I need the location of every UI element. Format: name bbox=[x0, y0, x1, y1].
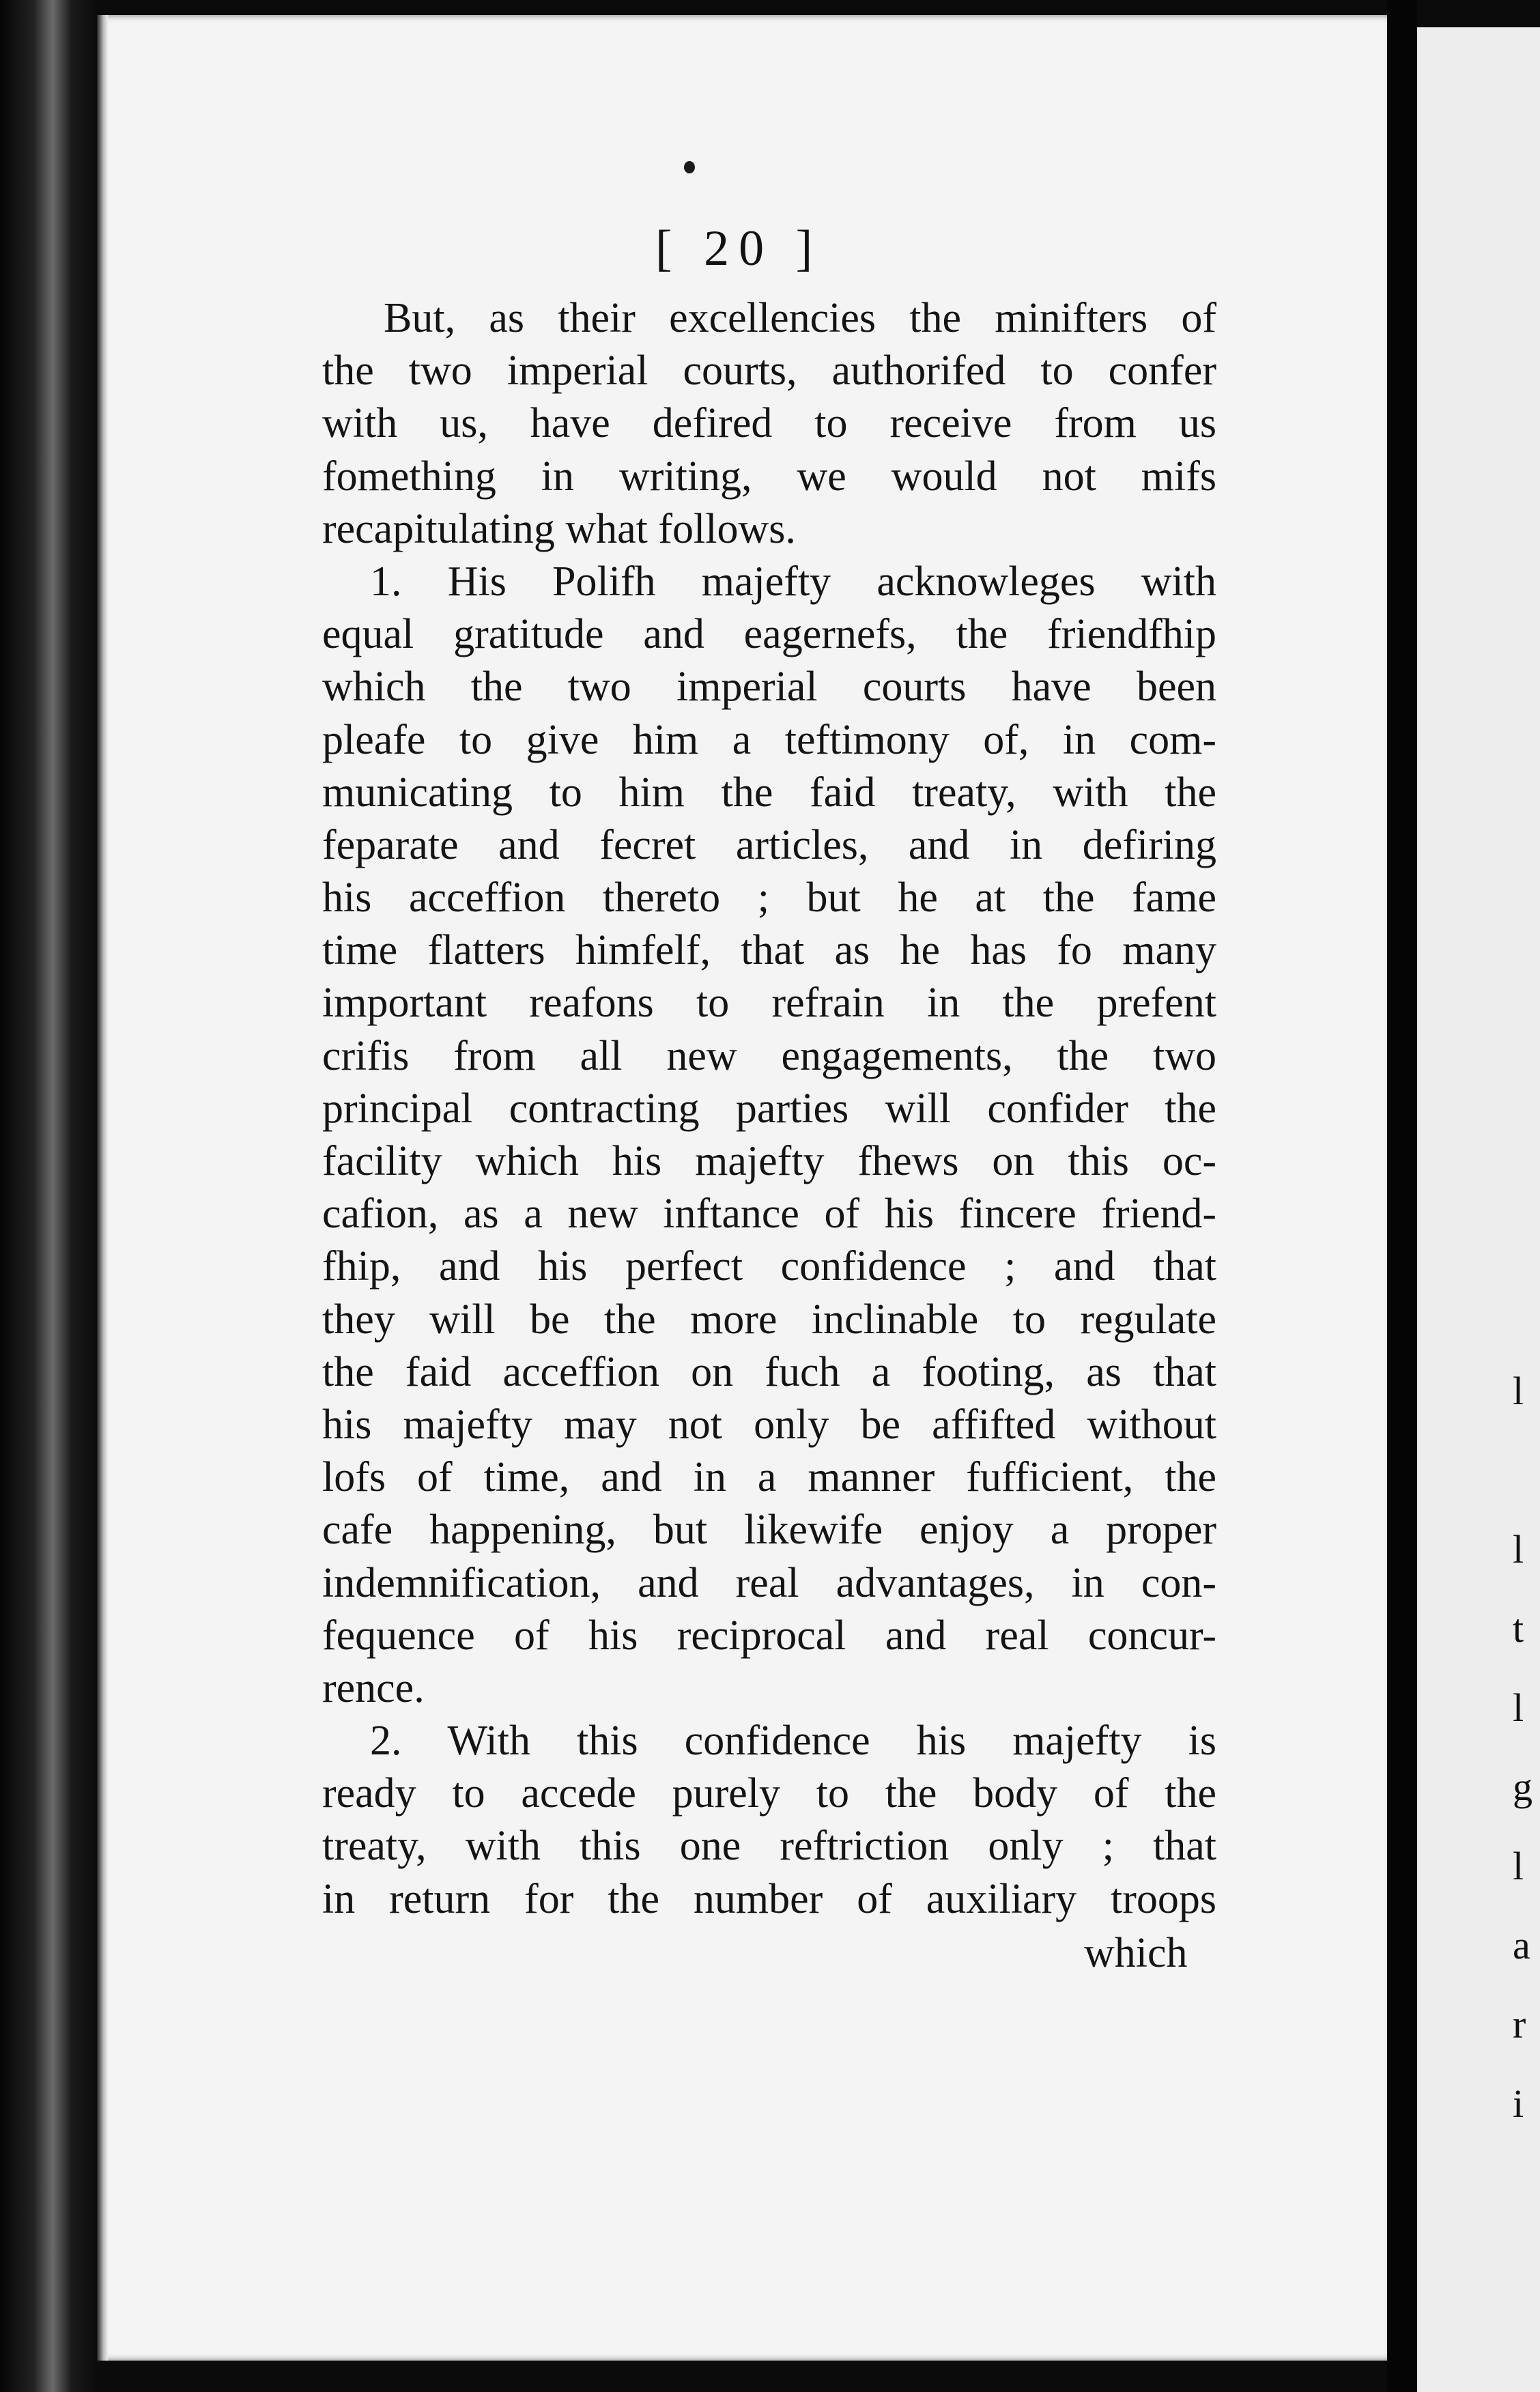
adjacent-letter: i bbox=[1513, 2081, 1524, 2126]
adjacent-letter: t bbox=[1513, 1606, 1524, 1651]
text-line: the two imperial courts, authorifed to confer bbox=[322, 347, 1216, 395]
text-line: lofs of time, and in a manner fufficient, the bbox=[322, 1454, 1216, 1501]
adjacent-letter: r bbox=[1513, 2002, 1526, 2047]
text-line: fhip, and his perfect confidence ; and that bbox=[322, 1243, 1216, 1290]
page-edge-shadow bbox=[97, 15, 108, 2361]
text-line: ready to accede purely to the body of the bbox=[322, 1770, 1216, 1817]
book-spine bbox=[0, 0, 96, 2392]
text-line: which the two imperial courts have been bbox=[322, 664, 1216, 711]
text-line: in return for the number of auxiliary troops bbox=[322, 1875, 1216, 1922]
text-line: principal contracting parties will confider the bbox=[322, 1085, 1216, 1132]
text-line: important reafons to refrain in the prefent bbox=[322, 980, 1216, 1027]
text-line: his acceffion thereto ; but he at the fame bbox=[322, 874, 1216, 922]
ink-dot-mark bbox=[684, 161, 695, 173]
adjacent-letter: l bbox=[1513, 1527, 1524, 1571]
text-line: cafion, as a new inftance of his fincere friend- bbox=[322, 1191, 1216, 1238]
adjacent-letter: l bbox=[1513, 1844, 1524, 1888]
text-line: equal gratitude and eagernefs, the friendfhip bbox=[322, 611, 1216, 658]
book-gutter bbox=[1387, 0, 1417, 2392]
adjacent-letter: l bbox=[1513, 1369, 1524, 1413]
text-line: pleafe to give him a teftimony of, in com- bbox=[322, 716, 1216, 763]
text-line: 1. His Polifh majefty acknowleges with bbox=[370, 558, 1216, 605]
text-line: with us, have defired to receive from us bbox=[322, 400, 1216, 447]
text-line: feparate and fecret articles, and in defiring bbox=[322, 821, 1216, 868]
text-line: cafe happening, but likewife enjoy a proper bbox=[322, 1507, 1216, 1554]
text-line: facility which his majefty fhews on this oc- bbox=[322, 1138, 1216, 1184]
adjacent-page-letters bbox=[1513, 1352, 1540, 2144]
text-line: the faid acceffion on fuch a footing, as that bbox=[322, 1348, 1216, 1395]
text-line: crifis from all new engagements, the two bbox=[322, 1032, 1216, 1079]
text-line: But, as their excellencies the minifters of bbox=[384, 295, 1216, 341]
text-line: recapitulating what follows. bbox=[322, 505, 796, 552]
adjacent-letter bbox=[1513, 1431, 1540, 1510]
text-line: rence. bbox=[322, 1664, 425, 1711]
text-line: his majefty may not only be affifted without bbox=[322, 1401, 1216, 1448]
text-line: fequence of his reciprocal and real concur- bbox=[322, 1612, 1216, 1659]
text-line: indemnification, and real advantages, in con- bbox=[322, 1559, 1216, 1606]
body-text bbox=[322, 292, 1216, 1926]
text-line: 2. With this confidence his majefty is bbox=[370, 1718, 1216, 1765]
page-number: [ 20 ] bbox=[655, 220, 823, 276]
text-line: treaty, with this one reftriction only ; that bbox=[322, 1823, 1216, 1870]
text-line: they will be the more inclinable to regulate bbox=[322, 1296, 1216, 1343]
text-line: time flatters himfelf, that as he has fo many bbox=[322, 927, 1216, 974]
adjacent-letter: l bbox=[1513, 1685, 1524, 1730]
adjacent-letter: g bbox=[1513, 1765, 1532, 1809]
text-line: municating to him the faid treaty, with the bbox=[322, 769, 1216, 816]
adjacent-letter: a bbox=[1513, 1923, 1530, 1967]
text-line: fomething in writing, we would not mifs bbox=[322, 453, 1216, 500]
catchword: which bbox=[1084, 1930, 1188, 1976]
